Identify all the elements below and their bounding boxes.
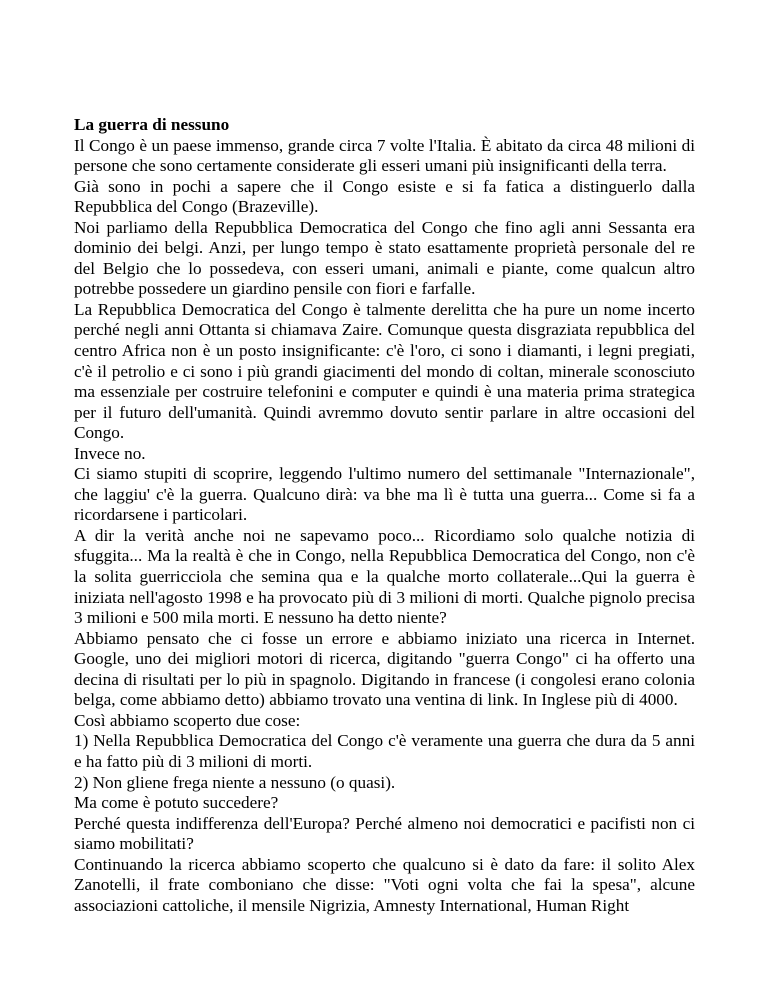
document-title: La guerra di nessuno <box>74 115 230 134</box>
list-item: 2) Non gliene frega niente a nessuno (o quasi). <box>74 772 396 792</box>
paragraph: Perché questa indifferenza dell'Europa? Perché almeno noi democratici e pacifisti non ci siamo mobilitati? <box>74 813 695 854</box>
paragraph: Continuando la ricerca abbiamo scoperto che qualcuno si è dato da fare: il solito Alex Zanotelli, il frate comboniano che disse: "Voti ogni volta che fai la spesa", alcune associazioni cattoliche, il mensile Nigrizia, Amnesty International, Human Right <box>74 854 695 915</box>
paragraph: Invece no. <box>74 443 146 463</box>
paragraph: Il Congo è un paese immenso, grande circa 7 volte l'Italia. È abitato da circa 48 milioni di persone che sono certamente considerate gli esseri umani più insignificanti della terra. <box>74 135 695 176</box>
list-item: 1) Nella Repubblica Democratica del Congo c'è veramente una guerra che dura da 5 anni e ha fatto più di 3 milioni di morti. <box>74 731 695 771</box>
paragraph: La Repubblica Democratica del Congo è talmente derelitta che ha pure un nome incerto perché negli anni Ottanta si chiamava Zaire. Comunque questa disgraziata repubblica del centro Africa non è un posto insignificante: c'è l'oro, ci sono i diamanti, i legni pregiati, c'è il petrolio e ci sono i più grandi giacimenti del mondo di coltan, minerale sconosciuto ma essenziale per costruire telefonini e computer e quindi è una materia prima strategica per il futuro dell'umanità. Quindi avremmo dovuto sentir parlare in altre occasioni del Congo. <box>74 299 695 443</box>
paragraph: Noi parliamo della Repubblica Democratica del Congo che fino agli anni Sessanta era dominio dei belgi. Anzi, per lungo tempo è stato esattamente proprietà personale del re del Belgio che lo possedeva, con esseri umani, animali e piante, come qualcun altro potrebbe possedere un giardino pensile con fiori e farfalle. <box>74 217 695 299</box>
paragraph: A dir la verità anche noi ne sapevamo poco... Ricordiamo solo qualche notizia di sfuggita... Ma la realtà è che in Congo, nella Repubblica Democratica del Congo, non c'è la solita guerricciola che semina qua e la qualche morto collaterale...Qui la guerra è iniziata nell'agosto 1998 e ha provocato più di 3 milioni di morti. Qualche pignolo precisa 3 milioni e 500 mila morti. E nessuno ha detto niente? <box>74 525 695 628</box>
paragraph: Abbiamo pensato che ci fosse un errore e abbiamo iniziato una ricerca in Internet. Google, uno dei migliori motori di ricerca, digitando "guerra Congo" ci ha offerto una decina di risultati per lo più in spagnolo. Digitando in francese (i congolesi erano colonia belga, come abbiamo detto) abbiamo trovato una ventina di link. In Inglese più di 4000. <box>74 628 695 710</box>
document-page <box>74 115 695 916</box>
paragraph: Così abbiamo scoperto due cose: <box>74 710 301 730</box>
paragraph: Ci siamo stupiti di scoprire, leggendo l'ultimo numero del settimanale "Internazionale", che laggiu' c'è la guerra. Qualcuno dirà: va bhe ma lì è tutta una guerra... Come si fa a ricordarsene i particolari. <box>74 464 695 525</box>
paragraph: Già sono in pochi a sapere che il Congo esiste e si fa fatica a distinguerlo dalla Repubblica del Congo (Brazeville). <box>74 176 695 217</box>
paragraph: Ma come è potuto succedere? <box>74 793 279 813</box>
